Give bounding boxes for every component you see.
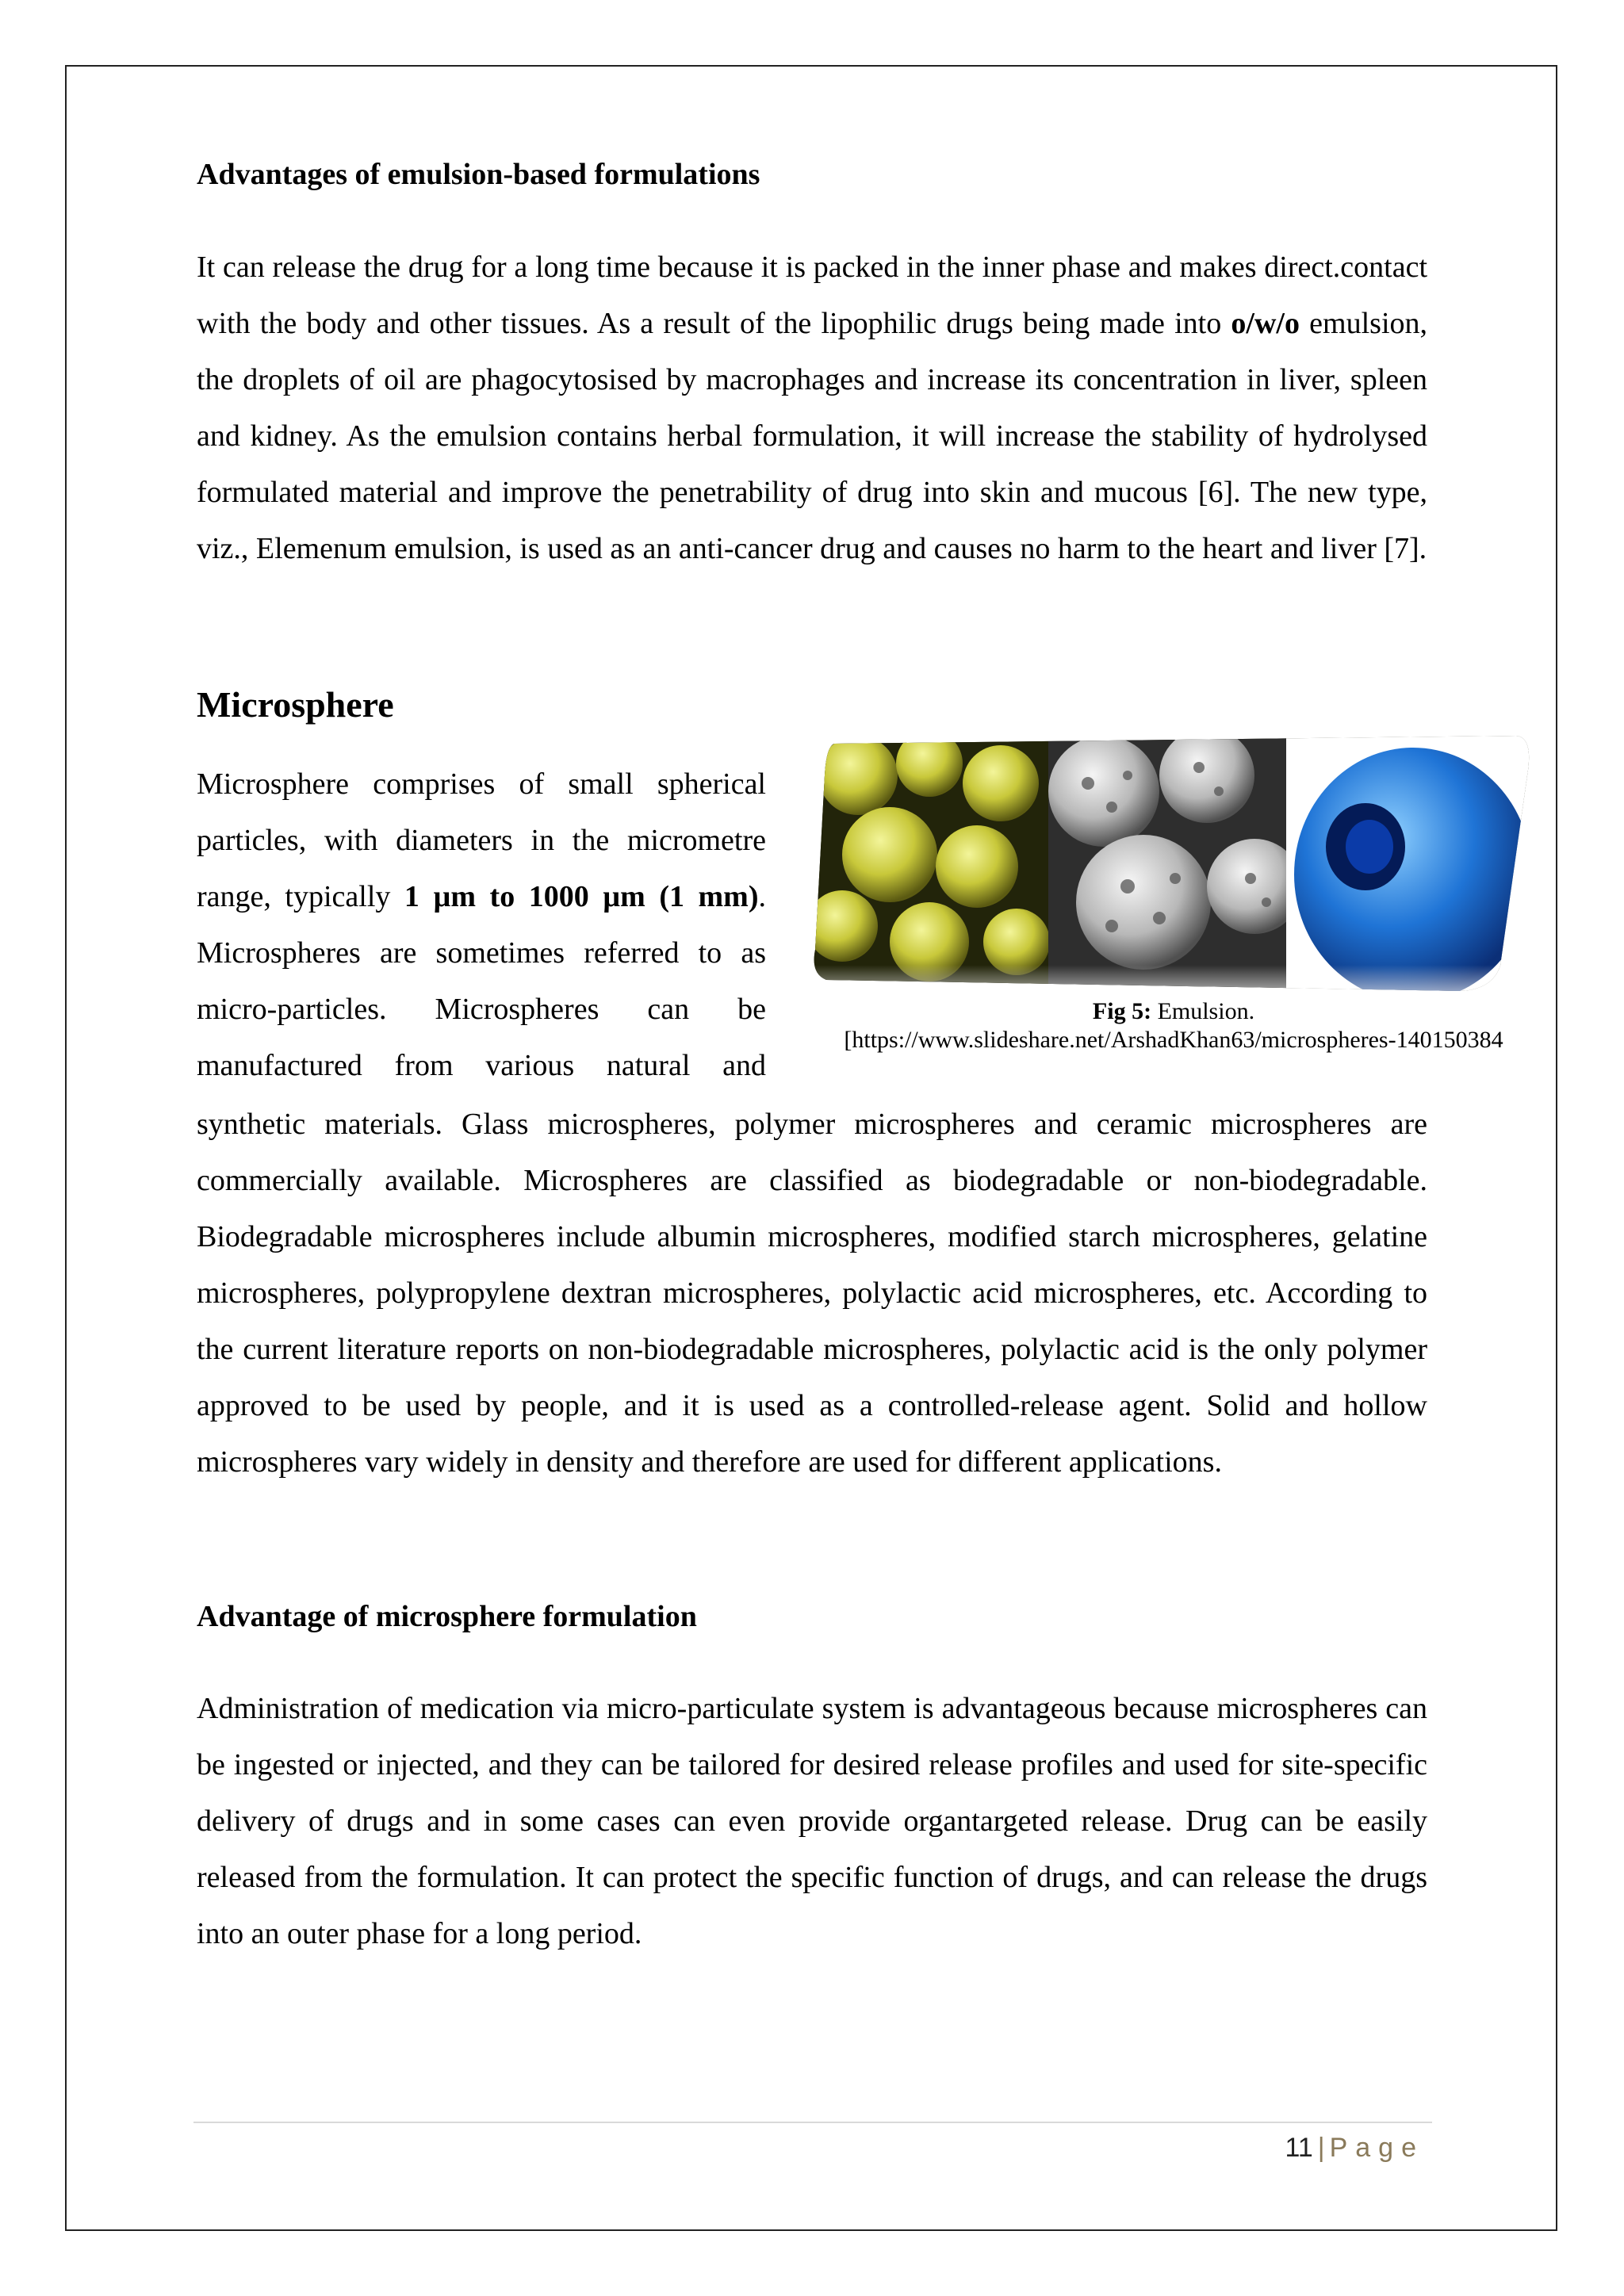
section-emulsion-advantages	[197, 157, 1427, 192]
figure-caption	[817, 997, 1530, 1054]
microsphere-paragraph: synthetic materials. Glass microspheres, polymer microspheres and ceramic microspheres are commercially available. Microspheres are classified as biodegradable or non-biodegradable. Biodegradable microspheres include albumin microspheres, modified starch microspheres, gelatine microspheres, polypropylene dextran microspheres, polylactic acid microspheres, etc. According to the current literature reports on non-biodegradable microspheres, polylactic acid is the only polymer approved to be used by people, and it is used as a controlled-release agent. Solid and hollow microspheres vary widely in density and therefore are used for different applications.	[197, 1108, 1427, 1479]
page-label: Page	[1329, 2133, 1424, 2163]
microsphere-advantage-paragraph: Administration of medication via micro-particulate system is advantageous because microspheres can be ingested or injected, and they can be tailored for desired release profiles and used for site-specific delivery of drugs and in some cases can even provide organtargeted release. Drug can be easily released from the formulation. It can protect the specific function of drugs, and can release the drugs into an outer phase for a long period.	[197, 1692, 1427, 1950]
microsphere-paragraph-block	[197, 1096, 1427, 1490]
page-footer	[1285, 2133, 1424, 2164]
microsphere-advantage-paragraph-block	[197, 1681, 1427, 1962]
emulsion-paragraph: It can release the drug for a long time because it is packed in the inner phase and makes direct.contact with the body and other tissues. As a result of the lipophilic drugs being made into o/w/o emulsion, the droplets of oil are phagocytosised by macrophages and increase its concentration in liver, spleen and kidney. As the emulsion contains herbal formulation, it will increase the stability of hydrolysed formulated material and improve the penetrability of drug into skin and mucous [6]. The new type, viz., Elemenum emulsion, is used as an anti-cancer drug and causes no harm to the heart and liver [7].	[197, 251, 1427, 565]
section-heading: Advantage of microsphere formulation	[197, 1600, 697, 1633]
microsphere-figure-image	[810, 728, 1534, 1007]
section-heading: Microsphere	[197, 684, 394, 725]
microsphere-advantage-heading-block	[197, 1599, 1427, 1634]
emulsion-paragraph-block	[197, 239, 1427, 577]
figure-caption-title: Fig 5: Emulsion.	[1092, 998, 1255, 1024]
footer-rule	[193, 2122, 1432, 2123]
microsphere-paragraph-narrow	[197, 756, 766, 1094]
page-number: 11	[1285, 2133, 1313, 2163]
section-heading: Advantages of emulsion-based formulations	[197, 158, 760, 191]
microsphere-heading-block	[197, 683, 1427, 725]
footer-separator: |	[1317, 2133, 1325, 2163]
figure-caption-source: [https://www.slideshare.net/ArshadKhan63/microspheres-140150384	[844, 1027, 1503, 1053]
microsphere-paragraph-intro: Microsphere comprises of small spherical particles, with diameters in the micrometre range, typically 1 µm to 1000 µm (1 mm). Microspheres are sometimes referred to as micro-particles. Microspheres can be manufactured from various natural and	[197, 767, 766, 1082]
